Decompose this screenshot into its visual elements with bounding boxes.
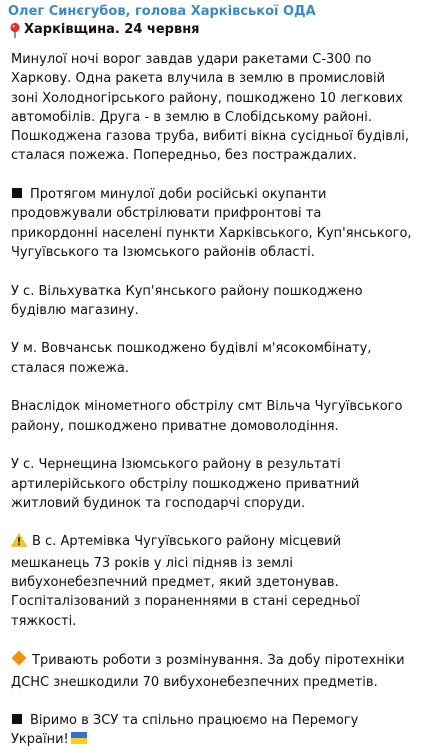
paragraph-text: Минулої ночі ворог завдав удари ракетами С-300 по Харкову. Одна ракета влучила в землю в промисловій зоні Холодногірського району, пошкоджено 10 легкових автомобілів. Друга - в землю в Слобідському районі. Пошкоджена газова труба, вибиті вікна сусідньої будівлі, сталася пожежа. Попередньо, без постраждалих. [11,52,410,164]
paragraph-text: У м. Вовчанськ пошкоджено будівлі м'ясокомбінату, сталася пожежа. [11,341,372,376]
paragraph-text: У с. Вільхуватка Куп'янського району пошкоджено будівлю магазину. [11,283,363,318]
paragraph-text: В с. Артемівка Чугуївського району місцевий мешканець 73 років у лісі підняв із землі вибухонебезпечний предмет, який здетонував. Госпіталізований з пораненнями в стані середньої тяжкості. [11,534,360,629]
paragraph-missile-strike [8,50,412,166]
paragraph-chernechchyna [8,455,412,513]
paragraph-artemivka [8,532,412,630]
orange-diamond-icon [11,650,27,672]
paragraph-vilkhuvatka [8,282,412,321]
paragraph-text: Внаслідок мінометного обстрілу смт Вільча Чугуївського району, пошкоджено приватне домоволодіння. [11,399,403,434]
paragraph-closing [8,711,412,750]
paragraph-shelling-summary [8,185,412,262]
paragraph-text: Тривають роботи з розмінування. За добу піротехніки ДСНС знешкодили 70 вибухонебезпечних предметів. [11,653,405,690]
black-square-icon [12,188,22,198]
paragraph-text: У с. Чернещина Ізюмського району в результаті артилерійського обстрілу пошкоджено приватний житловий будинок та господарчі споруди. [11,457,360,511]
black-square-icon [12,714,22,724]
warning-icon [11,533,27,553]
paragraph-vovchansk [8,339,412,378]
paragraph-demining [8,650,412,692]
ukraine-flag-icon [71,731,87,743]
paragraph-vilcha [8,397,412,436]
post-header-text: Харківщина. 24 червня [24,22,200,37]
channel-name[interactable]: Олег Синєгубов, голова Харківської ОДА [8,4,316,19]
post-header [8,21,412,39]
paragraph-text: Протягом минулої доби російські окупанти продовжували обстрілювати прифронтові та прикордонні населені пункти Харківського, Куп'янського, Чугуївського та Ізюмського районів області. [11,187,412,260]
message-body [8,50,412,750]
paragraph-text: Віримо в ЗСУ та спільно працюємо на Перемогу України! [11,713,359,748]
round-pushpin-icon [8,22,22,38]
